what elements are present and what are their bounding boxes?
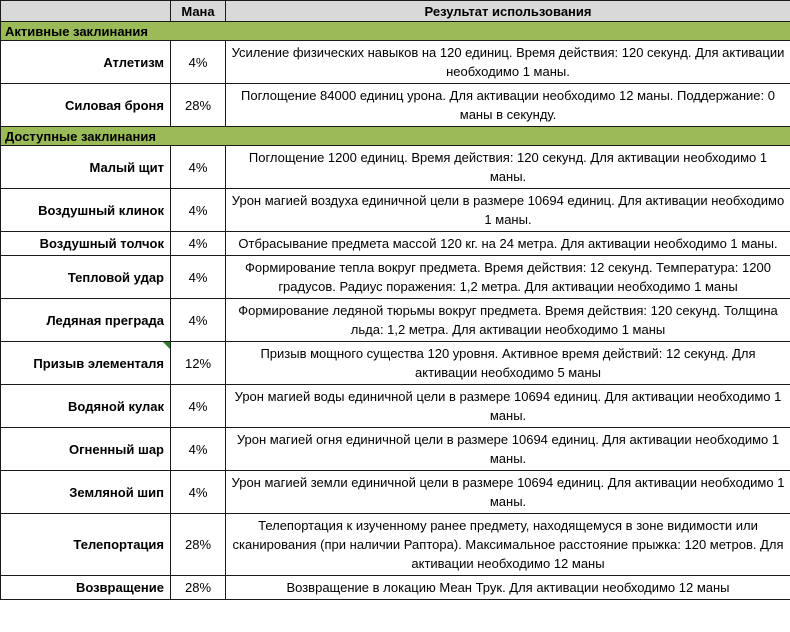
spell-mana-cell[interactable]: 28%	[171, 576, 226, 600]
spell-row	[1, 385, 790, 428]
spell-row	[1, 428, 790, 471]
spell-row	[1, 256, 790, 299]
spell-name-cell[interactable]: Силовая броня	[1, 84, 171, 127]
spell-name-cell[interactable]: Возвращение	[1, 576, 171, 600]
cell-comment-marker-icon	[163, 342, 170, 349]
spell-name-cell[interactable]: Земляной шип	[1, 471, 171, 514]
spell-name-cell[interactable]: Атлетизм	[1, 41, 171, 84]
spell-name-cell[interactable]: Огненный шар	[1, 428, 171, 471]
spell-result-cell[interactable]: Возвращение в локацию Меан Трук. Для активации необходимо 12 маны	[226, 576, 790, 600]
spell-mana-cell[interactable]: 4%	[171, 385, 226, 428]
spell-row	[1, 146, 790, 189]
spell-name-cell[interactable]: Воздушный толчок	[1, 232, 171, 256]
result-column-header[interactable]: Результат использования	[226, 1, 790, 22]
spell-result-cell[interactable]: Урон магией воды единичной цели в размере 10694 единиц. Для активации необходимо 1 маны.	[226, 385, 790, 428]
spell-mana-cell[interactable]: 4%	[171, 146, 226, 189]
spell-result-cell[interactable]: Поглощение 84000 единиц урона. Для активации необходимо 12 маны. Поддержание: 0 маны в секунду.	[226, 84, 790, 127]
spell-result-cell[interactable]: Поглощение 1200 единиц. Время действия: 120 секунд. Для активации необходимо 1 маны.	[226, 146, 790, 189]
spell-mana-cell[interactable]: 4%	[171, 232, 226, 256]
spell-mana-cell[interactable]: 28%	[171, 84, 226, 127]
spell-mana-cell[interactable]: 4%	[171, 428, 226, 471]
section-title[interactable]: Активные заклинания	[1, 22, 790, 41]
spell-result-cell[interactable]: Призыв мощного существа 120 уровня. Активное время действий: 12 секунд. Для активации необходимо 5 маны	[226, 342, 790, 385]
spell-mana-cell[interactable]: 4%	[171, 189, 226, 232]
spell-row	[1, 84, 790, 127]
spell-mana-cell[interactable]: 28%	[171, 514, 226, 576]
spell-row	[1, 232, 790, 256]
spell-mana-cell[interactable]: 12%	[171, 342, 226, 385]
spell-mana-cell[interactable]: 4%	[171, 471, 226, 514]
spell-result-cell[interactable]: Урон магией огня единичной цели в размере 10694 единиц. Для активации необходимо 1 маны.	[226, 428, 790, 471]
spell-result-cell[interactable]: Формирование тепла вокруг предмета. Время действия: 12 секунд. Температура: 1200 градусов. Радиус поражения: 1,2 метра. Для активации необходимо 1 маны	[226, 256, 790, 299]
spell-row	[1, 576, 790, 600]
section-header-row	[1, 22, 790, 41]
spell-column-header[interactable]	[1, 1, 171, 22]
spell-row	[1, 514, 790, 576]
spell-name-cell[interactable]: Водяной кулак	[1, 385, 171, 428]
mana-column-header[interactable]: Мана	[171, 1, 226, 22]
section-header-row	[1, 127, 790, 146]
spell-name-cell[interactable]: Ледяная преграда	[1, 299, 171, 342]
spell-result-cell[interactable]: Телепортация к изученному ранее предмету, находящемуся в зоне видимости или сканирования (при наличии Раптора). Максимальное расстояние прыжка: 120 метров. Для активации необходимо 12 маны	[226, 514, 790, 576]
spell-mana-cell[interactable]: 4%	[171, 41, 226, 84]
spell-row	[1, 41, 790, 84]
spell-mana-cell[interactable]: 4%	[171, 299, 226, 342]
spell-result-cell[interactable]: Урон магией воздуха единичной цели в размере 10694 единиц. Для активации необходимо 1 маны.	[226, 189, 790, 232]
table-header-row	[1, 1, 790, 22]
spell-row	[1, 299, 790, 342]
spell-row	[1, 189, 790, 232]
spell-result-cell[interactable]: Урон магией земли единичной цели в размере 10694 единиц. Для активации необходимо 1 маны.	[226, 471, 790, 514]
spell-row	[1, 471, 790, 514]
spell-name-cell[interactable]: Воздушный клинок	[1, 189, 171, 232]
spell-name-cell[interactable]: Тепловой удар	[1, 256, 171, 299]
spell-result-cell[interactable]: Усиление физических навыков на 120 единиц. Время действия: 120 секунд. Для активации необходимо 1 маны.	[226, 41, 790, 84]
section-title[interactable]: Доступные заклинания	[1, 127, 790, 146]
spell-name-cell[interactable]: Малый щит	[1, 146, 171, 189]
spell-row	[1, 342, 790, 385]
spell-name-cell[interactable]: Призыв элементаля	[1, 342, 171, 385]
spell-mana-cell[interactable]: 4%	[171, 256, 226, 299]
spell-result-cell[interactable]: Отбрасывание предмета массой 120 кг. на 24 метра. Для активации необходимо 1 маны.	[226, 232, 790, 256]
spell-result-cell[interactable]: Формирование ледяной тюрьмы вокруг предмета. Время действия: 120 секунд. Толщина льда: 1,2 метра. Для активации необходимо 1 маны	[226, 299, 790, 342]
spell-name-cell[interactable]: Телепортация	[1, 514, 171, 576]
spell-table-body	[1, 22, 790, 600]
